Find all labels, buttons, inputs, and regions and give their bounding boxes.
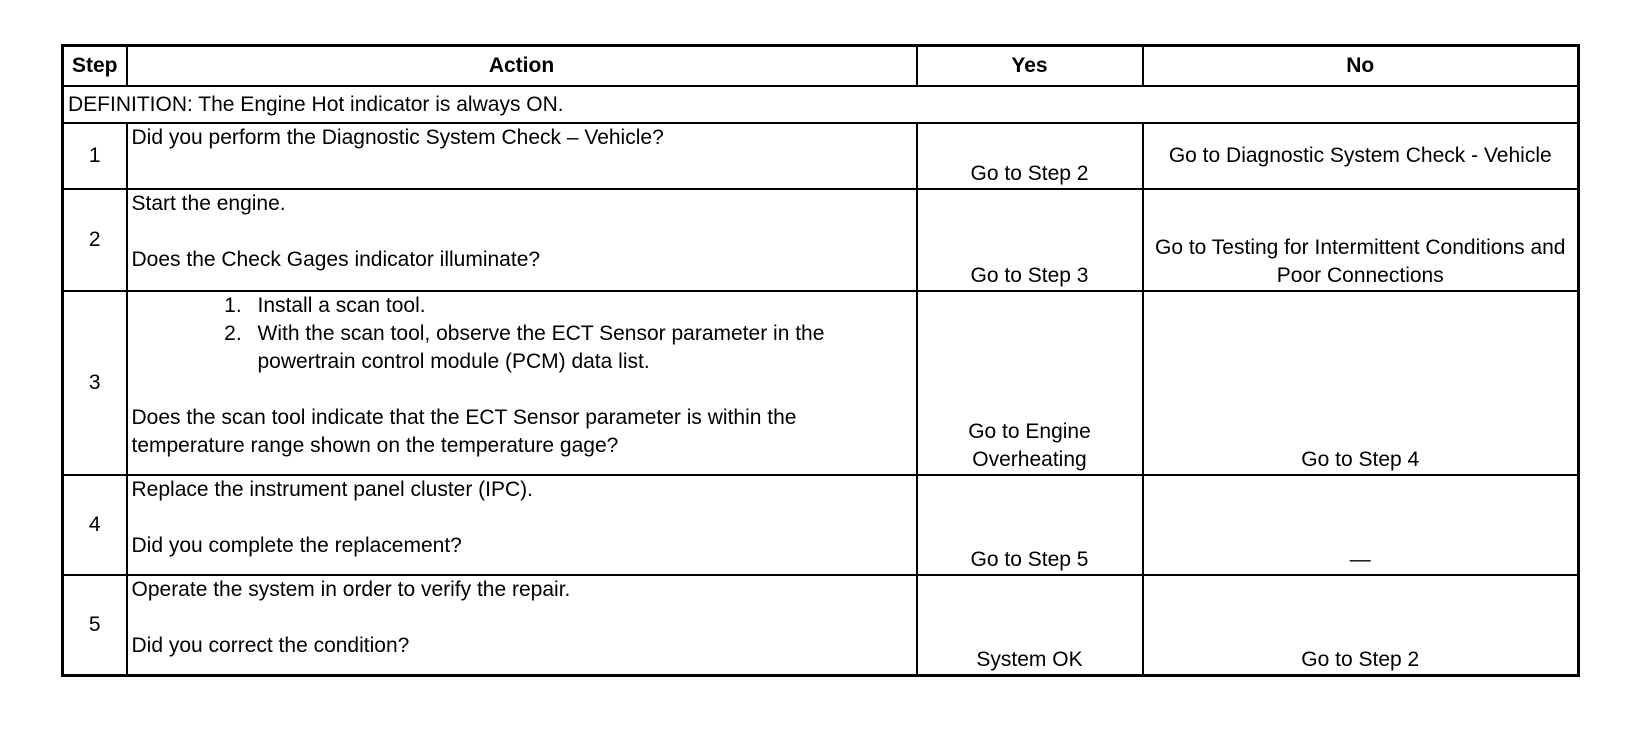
header-yes: Yes <box>917 46 1143 87</box>
step-number: 4 <box>63 475 127 575</box>
header-row <box>63 46 1579 87</box>
table-row <box>63 575 1579 676</box>
step-number: 1 <box>63 123 127 189</box>
header-action: Action <box>127 46 917 87</box>
table-row <box>63 123 1579 189</box>
action-text: Replace the instrument panel cluster (IPC). <box>131 478 534 501</box>
yes-cell: System OK <box>917 575 1143 676</box>
no-cell: Go to Step 4 <box>1143 291 1579 475</box>
substep-item: 1. Install a scan tool. <box>248 292 912 320</box>
step-number: 3 <box>63 291 127 475</box>
table-row <box>63 189 1579 291</box>
definition-text: DEFINITION: The Engine Hot indicator is always ON. <box>63 86 1579 123</box>
definition-row <box>63 86 1579 123</box>
no-cell: Go to Diagnostic System Check - Vehicle <box>1143 123 1579 189</box>
action-cell <box>127 189 917 291</box>
header-step: Step <box>63 46 127 87</box>
action-cell <box>127 123 917 189</box>
no-cell: — <box>1143 475 1579 575</box>
action-cell <box>127 575 917 676</box>
action-question: Does the Check Gages indicator illuminate? <box>131 248 541 271</box>
action-text: Start the engine. <box>131 192 286 215</box>
action-text: Operate the system in order to verify the repair. <box>131 578 571 601</box>
action-cell <box>127 291 917 475</box>
action-cell <box>127 475 917 575</box>
action-question: Did you complete the replacement? <box>131 534 462 557</box>
diagnostic-table <box>61 44 1580 677</box>
yes-cell: Go to Engine Overheating <box>917 291 1143 475</box>
yes-cell: Go to Step 3 <box>917 189 1143 291</box>
header-no: No <box>1143 46 1579 87</box>
substep-list <box>132 292 912 376</box>
action-question: Did you correct the condition? <box>131 634 410 657</box>
action-text: Did you perform the Diagnostic System Check – Vehicle? <box>131 126 664 149</box>
no-cell: Go to Testing for Intermittent Conditions and Poor Connections <box>1143 189 1579 291</box>
no-cell: Go to Step 2 <box>1143 575 1579 676</box>
substep-item: 2. With the scan tool, observe the ECT Sensor parameter in the powertrain control module (PCM) data list. <box>248 320 912 376</box>
step-number: 2 <box>63 189 127 291</box>
table-row <box>63 291 1579 475</box>
action-question: Does the scan tool indicate that the ECT Sensor parameter is within the temperature range shown on the temperature gage? <box>131 406 797 457</box>
yes-cell: Go to Step 2 <box>917 123 1143 189</box>
yes-cell: Go to Step 5 <box>917 475 1143 575</box>
table-row <box>63 475 1579 575</box>
step-number: 5 <box>63 575 127 676</box>
